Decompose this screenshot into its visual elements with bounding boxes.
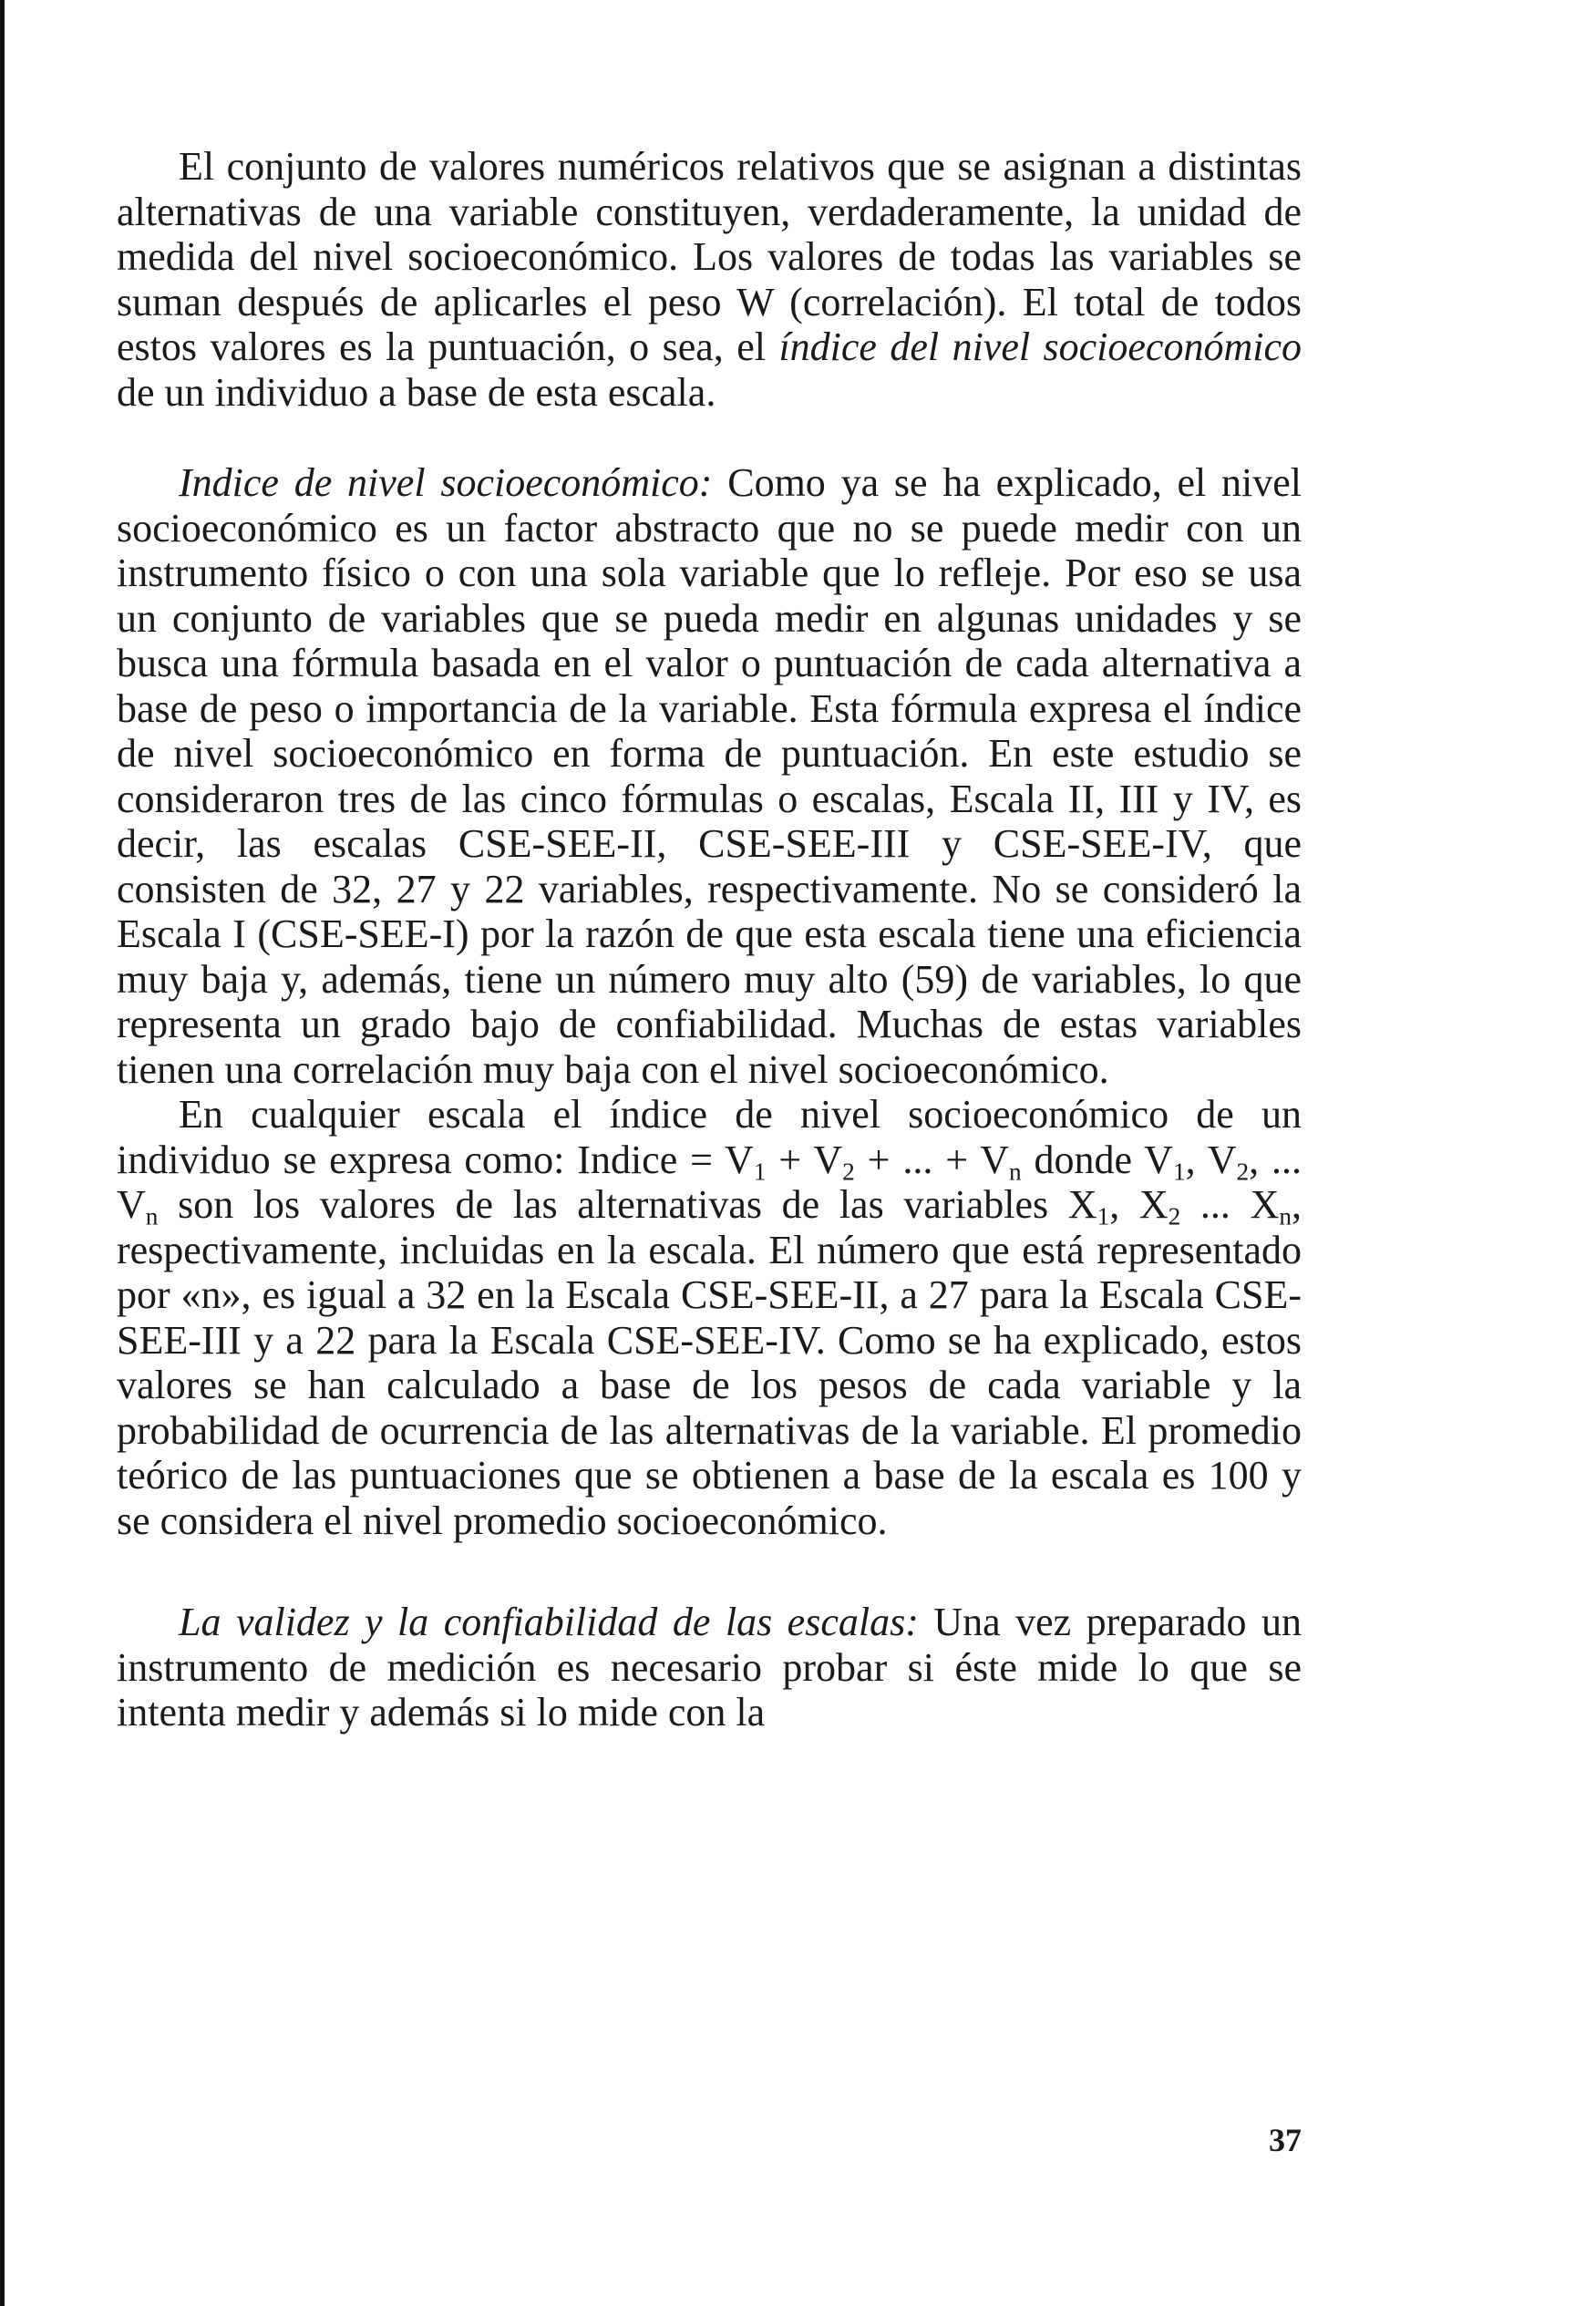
formula-text: + V xyxy=(766,1137,843,1182)
section-lead-heading: Indice de nivel socioeconómico: xyxy=(179,460,713,505)
paragraph-text: Una vez preparado un instrumento de medición es necesario probar si éste mide lo que se intenta medir y además si lo mide con la xyxy=(117,1600,1302,1735)
formula-text: , V xyxy=(1185,1137,1237,1182)
paragraph-text: Como ya se ha explicado, el nivel socioeconómico es un factor abstracto que no se puede medir con un instrumento físico o con una sola variable que lo refleje. Por eso se usa un conjunto de variables que se pueda medir en algunas unidades y se busca una fórmula basada en el valor o puntuación de cada alternativa a base de peso o importancia de la variable. Esta fórmula expresa el índice de nivel socioeconómico en forma de puntuación. En este estudio se consideraron tres de las cinco fórmulas o escalas, Escala II, III y IV, es decir, las escalas CSE-SEE-II, CSE-SEE-III y CSE-SEE-IV, que consisten de 32, 27 y 22 variables, respectivamente. No se consideró la Escala I (CSE-SEE-I) por la razón de que esta escala tiene una eficiencia muy baja y, además, tiene un número muy alto (59) de variables, lo que representa un grado bajo de confiabilidad. Muchas de estas variables tienen una correlación muy baja con el nivel socioeconómico. xyxy=(117,460,1302,1092)
formula-text: ... X xyxy=(1180,1182,1280,1227)
section-lead-heading: La validez y la confiabilidad de las escalas: xyxy=(179,1600,919,1644)
paragraph-text: El conjunto de valores numéricos relativos que se asignan a distintas alternativas de una variable constituyen, verdaderamente, la unidad de medida del nivel socioeconómico. Los valores de todas las variables se suman después de aplicarles el peso W (correlación). El total de todos estos valores es la puntuación, o sea, el xyxy=(117,144,1302,369)
paragraph-validity-reliability xyxy=(117,1600,1302,1735)
page-number: 37 xyxy=(1269,2122,1302,2158)
paragraph-index-formula xyxy=(117,1092,1302,1543)
formula-text: + ... + V xyxy=(854,1137,1009,1182)
paragraph-unit-of-measure xyxy=(117,144,1302,415)
subscript: 1 xyxy=(753,1158,767,1186)
subscript: 2 xyxy=(1168,1202,1181,1230)
formula-text: son los valores de las alternativas de las variables X xyxy=(158,1182,1097,1227)
subscript: n xyxy=(145,1202,159,1230)
formula-text: , X xyxy=(1109,1182,1169,1227)
emphasis-term: índice del nivel socioeconómico xyxy=(778,324,1302,369)
paragraph-text: de un individuo a base de esta escala. xyxy=(117,369,716,415)
paragraph-text: , respectivamente, incluidas en la escala. El número que está representado por «n», es igual a 32 en la Escala CSE-SEE-II, a 27 para la Escala CSE-SEE-III y a 22 para la Escala CSE-SEE-IV. Como se ha explicado, estos valores se han calculado a base de los pesos de cada variable y la probabilidad de ocurrencia de las alternativas de la variable. El promedio teórico de las puntuaciones que se obtienen a base de la escala es 100 y se considera el nivel promedio socioeconómico. xyxy=(117,1182,1302,1543)
page-body xyxy=(117,144,1302,1735)
subscript: n xyxy=(1279,1202,1292,1230)
subscript: 2 xyxy=(842,1158,855,1186)
formula-text: donde V xyxy=(1021,1137,1173,1182)
subscript: 1 xyxy=(1097,1202,1110,1230)
subscript: 2 xyxy=(1236,1158,1250,1186)
formula-text: , ... V xyxy=(117,1137,1303,1227)
formula-text: En cualquier escala el índice de nivel socioeconómico de un individuo se expresa como: Indice = V xyxy=(117,1092,1302,1182)
page-edge-rule xyxy=(0,0,5,2306)
subscript: n xyxy=(1008,1158,1022,1186)
paragraph-socioeconomic-index xyxy=(117,460,1302,1092)
subscript: 1 xyxy=(1172,1158,1186,1186)
